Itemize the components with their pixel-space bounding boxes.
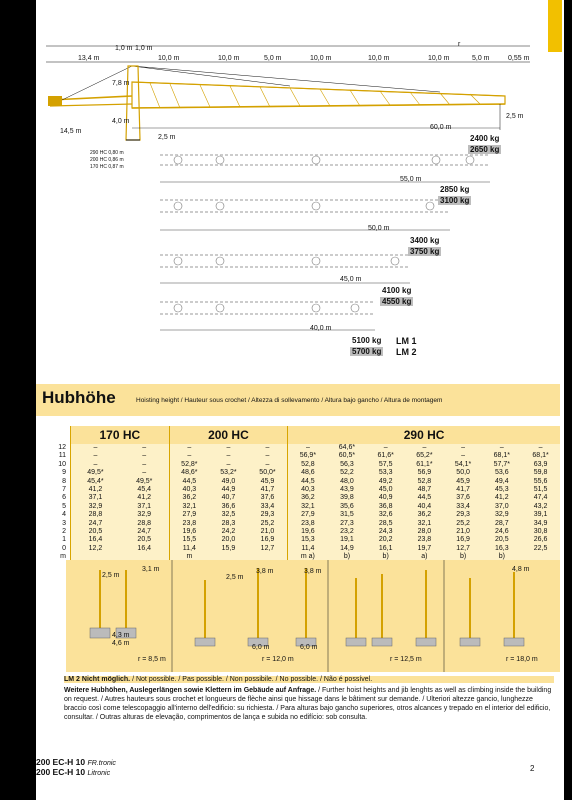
height-value-cell: 44,9 [209, 486, 248, 494]
height-value-cell: 19,1 [328, 536, 367, 544]
height-value-cell: 49,2 [366, 478, 405, 486]
height-value-cell: 45,9 [444, 478, 483, 486]
height-value-cell: 37,1 [71, 494, 120, 502]
dim-j: 0,55 m [508, 55, 530, 62]
dim-i: 5,0 m [472, 55, 490, 62]
height-value-cell: 37,1 [120, 503, 169, 511]
draw-lbl-48: 4,8 m [512, 566, 530, 573]
note-not-possible-bold: Nicht möglich. [81, 676, 131, 683]
height-value-cell: 55,6 [521, 478, 560, 486]
height-value-cell: 43,9 [328, 486, 367, 494]
height-value-cell: 36,2 [288, 494, 328, 502]
height-value-cell: 36,8 [366, 503, 405, 511]
draw-lbl-2: 3,1 m [142, 566, 160, 573]
height-value-cell: 47,4 [521, 494, 560, 502]
height-value-cell: 59,8 [521, 469, 560, 477]
height-value-cell: 65,2* [405, 452, 444, 460]
dim-e: 5,0 m [264, 55, 282, 62]
height-value-cell: 30,8 [521, 528, 560, 536]
height-value-cell: 48,6* [169, 469, 209, 477]
table-row [36, 444, 560, 452]
radius-4: 45,0 m [340, 276, 362, 283]
height-value-cell: 28,8 [71, 511, 120, 519]
footer-models [36, 758, 116, 778]
height-value-cell: 43,2 [521, 503, 560, 511]
dim-head: 7,8 m [112, 80, 130, 87]
height-value-cell: 61,1* [405, 461, 444, 469]
height-value-cell: 56,9* [288, 452, 328, 460]
height-level-cell: 3 [36, 520, 71, 528]
note-further-options [64, 686, 554, 722]
height-value-cell: 48,0 [328, 478, 367, 486]
height-value-cell: – [482, 444, 521, 452]
height-level-cell: 8 [36, 478, 71, 486]
draw-lbl-60b: 6,0 m [300, 644, 318, 651]
dim-f: 10,0 m [310, 55, 332, 62]
height-value-cell: – [169, 444, 209, 452]
height-value-cell: 36,2 [405, 511, 444, 519]
height-value-cell: 33,4 [248, 503, 288, 511]
height-value-cell: 25,2 [444, 520, 483, 528]
dim-g: 10,0 m [368, 55, 390, 62]
height-level-cell: 7 [36, 486, 71, 494]
height-value-cell: 39,1 [521, 511, 560, 519]
height-value-cell: 40,4 [405, 503, 444, 511]
table-row [36, 511, 560, 519]
height-value-cell: 41,2 [482, 494, 521, 502]
height-value-cell: 27,9 [288, 511, 328, 519]
note-lm2-tag: LM 2 [64, 676, 80, 683]
height-value-cell: 23,8 [405, 536, 444, 544]
height-value-cell: 15,9 [209, 545, 248, 553]
height-value-cell: 32,1 [405, 520, 444, 528]
height-value-cell: 49,5* [71, 469, 120, 477]
height-value-cell: – [71, 444, 120, 452]
height-value-cell: 19,6 [288, 528, 328, 536]
height-value-cell: – [209, 444, 248, 452]
model-170hc: 170 HC [71, 426, 170, 444]
height-value-cell: 54,1* [444, 461, 483, 469]
height-value-cell: 50,0 [444, 469, 483, 477]
legend-lm1: LM 1 [396, 336, 417, 346]
height-value-cell: 19,6 [169, 528, 209, 536]
page-number: 2 [530, 764, 535, 773]
radius-2: 55,0 m [400, 176, 422, 183]
table-row [36, 503, 560, 511]
height-level-cell: 0 [36, 545, 71, 553]
height-value-cell: 45,4* [71, 478, 120, 486]
mast-code-3: 170 HC 0,87 m [90, 164, 124, 170]
table-row [36, 486, 560, 494]
height-value-cell: 14,9 [328, 545, 367, 553]
height-value-cell: 21,0 [248, 528, 288, 536]
height-value-cell: 52,8 [288, 461, 328, 469]
height-value-cell: 16,4 [120, 545, 169, 553]
height-value-cell: 12,7 [248, 545, 288, 553]
height-value-cell: 22,5 [521, 545, 560, 553]
height-level-cell: 9 [36, 469, 71, 477]
height-value-cell: 56,3 [328, 461, 367, 469]
height-value-cell: – [405, 444, 444, 452]
height-value-cell: – [120, 469, 169, 477]
height-value-cell: 68,1* [521, 452, 560, 460]
height-value-cell: 20,5 [71, 528, 120, 536]
height-level-cell: 5 [36, 503, 71, 511]
height-value-cell: 56,9 [405, 469, 444, 477]
height-value-cell: – [120, 444, 169, 452]
height-value-cell: – [209, 452, 248, 460]
height-value-cell: 25,2 [248, 520, 288, 528]
height-value-cell: – [366, 444, 405, 452]
height-value-cell: 49,5* [120, 478, 169, 486]
table-corner [36, 426, 71, 444]
mast-code-2: 200 HC 0,86 m [90, 157, 124, 163]
height-value-cell: 50,0* [248, 469, 288, 477]
dim-a: 1,0 m [115, 45, 133, 52]
height-value-cell: 27,9 [169, 511, 209, 519]
height-value-cell: – [169, 452, 209, 460]
dim-counterjib: 13,4 m [78, 55, 100, 62]
draw-lbl-1: 2,5 m [102, 572, 120, 579]
table-row [36, 536, 560, 544]
height-value-cell: 29,3 [444, 511, 483, 519]
height-value-cell: 48,7 [405, 486, 444, 494]
draw-lbl-46: 4,6 m [112, 640, 130, 647]
model-200hc: 200 HC [169, 426, 288, 444]
height-value-cell: 28,3 [209, 520, 248, 528]
draw-lbl-r3: r = 12,5 m [390, 656, 422, 663]
dim-tower: 4,0 m [112, 118, 130, 125]
height-value-cell: 37,0 [482, 503, 521, 511]
height-value-cell: 61,6* [366, 452, 405, 460]
height-value-cell: 31,5 [328, 511, 367, 519]
height-value-cell: 49,0 [209, 478, 248, 486]
height-value-cell: m a) [288, 553, 328, 561]
height-value-cell: 20,0 [209, 536, 248, 544]
load-lm2-3: 3750 kg [410, 247, 440, 256]
dim-h: 10,0 m [428, 55, 450, 62]
height-value-cell: 37,6 [248, 494, 288, 502]
footer-model-2: 200 EC-H 10 [36, 767, 86, 777]
load-lm2-2: 3100 kg [440, 196, 470, 205]
height-value-cell: 20,2 [366, 536, 405, 544]
height-level-cell: 10 [36, 461, 71, 469]
height-value-cell: 57,7* [482, 461, 521, 469]
dim-d: 10,0 m [218, 55, 240, 62]
height-value-cell: 28,7 [482, 520, 521, 528]
radius-5: 40,0 m [310, 325, 332, 332]
height-value-cell: 53,3 [366, 469, 405, 477]
note-further-bold: Weitere Hubhöhen, Auslegerlängen sowie Klettern im Gebäude auf Anfrage. [64, 687, 317, 694]
height-value-cell: 44,5 [169, 478, 209, 486]
height-value-cell: 37,6 [444, 494, 483, 502]
section-title: Hubhöhe [42, 388, 116, 407]
draw-lbl-38a: 3,8 m [256, 568, 274, 575]
height-value-cell: – [521, 444, 560, 452]
height-value-cell: 20,5 [120, 536, 169, 544]
height-value-cell: 32,1 [288, 503, 328, 511]
height-value-cell: 16,9 [248, 536, 288, 544]
height-value-cell: – [444, 444, 483, 452]
draw-lbl-r1: r = 8,5 m [138, 656, 166, 663]
height-value-cell: 40,7 [209, 494, 248, 502]
height-level-cell: 1 [36, 536, 71, 544]
r-label: r [458, 41, 461, 48]
height-value-cell: 32,9 [71, 503, 120, 511]
height-value-cell: – [248, 461, 288, 469]
height-value-cell: – [248, 444, 288, 452]
height-value-cell: 23,2 [328, 528, 367, 536]
height-value-cell: 64,6* [328, 444, 367, 452]
section-subtitle: Hoisting height / Hauteur sous crochet / Altezza di sollevamento / Altura bajo gancho / Altura de montagem [136, 397, 443, 404]
height-value-cell: – [120, 461, 169, 469]
height-value-cell: 11,4 [288, 545, 328, 553]
height-value-cell: 41,7 [248, 486, 288, 494]
height-level-cell: 11 [36, 452, 71, 460]
radius-1: 60,0 m [430, 124, 452, 131]
height-value-cell: b) [482, 553, 521, 561]
height-value-cell: b) [366, 553, 405, 561]
height-value-cell: 11,4 [169, 545, 209, 553]
footer-model-2-tag: Litronic [87, 770, 111, 777]
height-value-cell: 32,9 [120, 511, 169, 519]
table-row [36, 520, 560, 528]
load-lm2-4: 4550 kg [382, 297, 412, 306]
height-value-cell: 21,0 [444, 528, 483, 536]
load-lm1-2: 2850 kg [440, 185, 470, 194]
legend-lm2: LM 2 [396, 347, 417, 357]
table-row [36, 545, 560, 553]
height-value-cell: 45,4 [120, 486, 169, 494]
height-value-cell: 28,8 [120, 520, 169, 528]
height-value-cell: 16,9 [444, 536, 483, 544]
height-value-cell: 16,4 [71, 536, 120, 544]
height-value-cell: a) [405, 553, 444, 561]
table-row [36, 478, 560, 486]
draw-lbl-38b: 3,8 m [304, 568, 322, 575]
radius-3: 50,0 m [368, 225, 390, 232]
dim-b: 1,0 m [135, 45, 153, 52]
height-value-cell: 40,3 [169, 486, 209, 494]
height-value-cell: 20,5 [482, 536, 521, 544]
height-value-cell: – [209, 461, 248, 469]
height-value-cell: 24,7 [120, 528, 169, 536]
height-value-cell: – [71, 452, 120, 460]
height-value-cell: b) [444, 553, 483, 561]
dim-c: 10,0 m [158, 55, 180, 62]
footer-model-1: 200 EC-H 10 [36, 757, 86, 767]
height-value-cell: 68,1* [482, 452, 521, 460]
height-value-cell: 26,6 [521, 536, 560, 544]
height-value-cell: 41,2 [120, 494, 169, 502]
height-value-cell: 28,0 [405, 528, 444, 536]
table-row [36, 494, 560, 502]
height-value-cell: 41,2 [71, 486, 120, 494]
height-value-cell: 57,5 [366, 461, 405, 469]
draw-lbl-43: 4,3 m [112, 632, 130, 639]
height-value-cell: 24,7 [71, 520, 120, 528]
height-value-cell: 40,3 [288, 486, 328, 494]
draw-lbl-r2: r = 12,0 m [262, 656, 294, 663]
height-value-cell: 12,7 [444, 545, 483, 553]
height-value-cell: – [248, 452, 288, 460]
height-level-cell: m [36, 553, 71, 561]
height-value-cell: 49,4 [482, 478, 521, 486]
draw-lbl-60a: 6,0 m [252, 644, 270, 651]
height-level-cell: 12 [36, 444, 71, 452]
height-value-cell: 48,6 [288, 469, 328, 477]
height-value-cell: 39,8 [328, 494, 367, 502]
height-value-cell: 40,9 [366, 494, 405, 502]
height-level-cell: 2 [36, 528, 71, 536]
height-value-cell: 24,2 [209, 528, 248, 536]
height-value-cell: 36,2 [169, 494, 209, 502]
load-lm1-1: 2400 kg [470, 134, 500, 143]
height-value-cell: 45,0 [366, 486, 405, 494]
height-value-cell: 32,6 [366, 511, 405, 519]
load-lm2-5: 5700 kg [352, 347, 382, 356]
height-value-cell: 36,6 [209, 503, 248, 511]
load-lm1-3: 3400 kg [410, 236, 440, 245]
height-value-cell: 32,1 [169, 503, 209, 511]
height-value-cell: b) [328, 553, 367, 561]
height-value-cell: 45,9 [248, 478, 288, 486]
note-not-possible-text: / Not possible. / Pas possible. / Non possibile. / No possible. / Não é possível. [132, 676, 373, 683]
footer-model-1-tag: FR.tronic [87, 760, 116, 767]
height-value-cell: 15,5 [169, 536, 209, 544]
model-290hc: 290 HC [288, 426, 560, 444]
note-further-text: / Further hoist heights and jib lenghts as well as climbing inside the building on request. / Autres hauteurs sous crochet et longueurs de flèche ainsi que hissage dans le bâtiment sur demande. / Ulteriori altezze gancio, lunghezze braccio così come telescopaggio all'interno dell'edificio: su richiesta. / Para alturas bajo gancho superiores, otros alcances y trepado en el interior del edificio, consultar. / Outras alturas de elevação, comprimentos de lança e subida no edifício: sob consulta. [64, 687, 552, 721]
table-row [36, 452, 560, 460]
height-value-cell: 60,5* [328, 452, 367, 460]
height-value-cell: 63,9 [521, 461, 560, 469]
height-value-cell: 52,2 [328, 469, 367, 477]
table-row [36, 461, 560, 469]
height-value-cell: 28,5 [366, 520, 405, 528]
load-lm1-5: 5100 kg [352, 336, 382, 345]
height-value-cell: 44,5 [405, 494, 444, 502]
height-value-cell: 52,8 [405, 478, 444, 486]
height-value-cell: – [71, 461, 120, 469]
load-lm2-1: 2650 kg [470, 145, 500, 154]
height-value-cell: 32,9 [482, 511, 521, 519]
height-value-cell: 44,5 [288, 478, 328, 486]
height-value-cell: – [444, 452, 483, 460]
height-value-cell: 32,5 [209, 511, 248, 519]
height-value-cell: – [288, 444, 328, 452]
height-value-cell: 45,3 [482, 486, 521, 494]
draw-lbl-25b: 2,5 m [226, 574, 244, 581]
height-level-cell: 4 [36, 511, 71, 519]
height-value-cell: 52,8* [169, 461, 209, 469]
height-value-cell: 19,7 [405, 545, 444, 553]
height-value-cell: 16,1 [366, 545, 405, 553]
height-value-cell: 23,8 [169, 520, 209, 528]
load-lm1-4: 4100 kg [382, 286, 412, 295]
hoisting-height-table [36, 426, 560, 562]
height-value-cell: 53,2* [209, 469, 248, 477]
height-value-cell: 12,2 [71, 545, 120, 553]
height-value-cell: 33,4 [444, 503, 483, 511]
dim-tail: 14,5 m [60, 128, 82, 135]
height-value-cell: 24,3 [366, 528, 405, 536]
dim-hook: 2,5 m [506, 113, 524, 120]
height-value-cell: 16,3 [482, 545, 521, 553]
dim-mast: 2,5 m [158, 134, 176, 141]
height-value-cell: 53,6 [482, 469, 521, 477]
table-row [36, 528, 560, 536]
height-value-cell: 24,6 [482, 528, 521, 536]
draw-lbl-r4: r = 18,0 m [506, 656, 538, 663]
watermark: TEZBAZAR.AZ [466, 774, 563, 789]
height-value-cell: – [120, 452, 169, 460]
height-value-cell: 27,3 [328, 520, 367, 528]
table-body [36, 444, 560, 562]
height-value-cell: 41,7 [444, 486, 483, 494]
note-not-possible [64, 676, 554, 683]
height-value-cell: 34,9 [521, 520, 560, 528]
table-row [36, 469, 560, 477]
height-value-cell: 23,8 [288, 520, 328, 528]
height-value-cell: 29,3 [248, 511, 288, 519]
mast-code-1: 290 HC 0,80 m [90, 150, 124, 156]
height-value-cell: 51,5 [521, 486, 560, 494]
height-value-cell: 15,3 [288, 536, 328, 544]
height-value-cell: 35,6 [328, 503, 367, 511]
height-value-cell: m [169, 553, 209, 561]
height-level-cell: 6 [36, 494, 71, 502]
